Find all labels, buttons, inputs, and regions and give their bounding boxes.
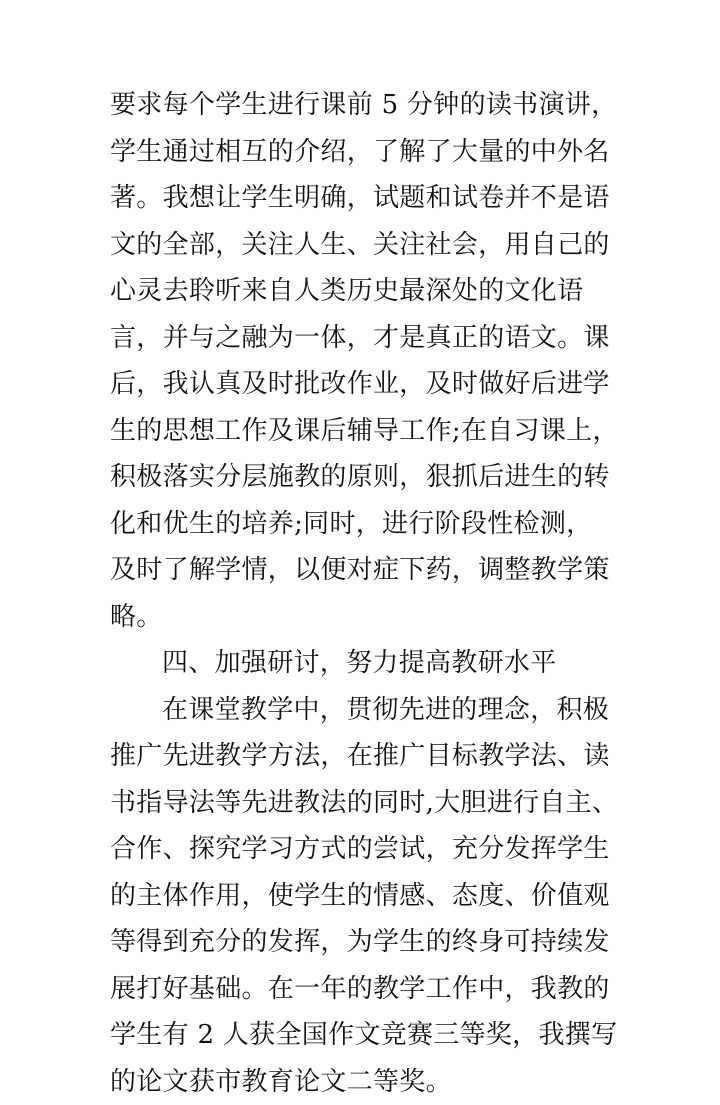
text-line: 后，我认真及时批改作业，及时做好后进学 (110, 361, 630, 408)
body-text (110, 82, 630, 1105)
text-line: 的主体作用，使学生的情感、态度、价值观 (110, 873, 630, 920)
text-line: 合作、探究学习方式的尝试，充分发挥学生 (110, 826, 630, 873)
text-line: 及时了解学情，以便对症下药，调整教学策 (110, 547, 630, 594)
text-line: 积极落实分层施教的原则，狠抓后进生的转 (110, 454, 630, 501)
section-heading: 四、加强研讨，努力提高教研水平 (110, 640, 630, 687)
text-line: 推广先进教学方法，在推广目标教学法、读 (110, 733, 630, 780)
text-line: 的论文获市教育论文二等奖。 (110, 1059, 630, 1105)
text-line: 化和优生的培养;同时，进行阶段性检测， (110, 501, 630, 548)
text-line: 生的思想工作及课后辅导工作;在自习课上， (110, 408, 630, 455)
text-line: 学生通过相互的介绍，了解了大量的中外名 (110, 129, 630, 176)
text-line: 言，并与之融为一体，才是真正的语文。课 (110, 315, 630, 362)
text-line: 要求每个学生进行课前 5 分钟的读书演讲， (110, 82, 630, 129)
text-line: 文的全部，关注人生、关注社会，用自己的 (110, 222, 630, 269)
text-line: 等得到充分的发挥，为学生的终身可持续发 (110, 919, 630, 966)
text-line: 学生有 2 人获全国作文竞赛三等奖，我撰写 (110, 1012, 630, 1059)
text-line: 心灵去聆听来自人类历史最深处的文化语 (110, 268, 630, 315)
text-line: 略。 (110, 594, 630, 641)
text-line: 展打好基础。在一年的教学工作中，我教的 (110, 966, 630, 1013)
paragraph-first-line: 在课堂教学中，贯彻先进的理念，积极 (110, 687, 630, 734)
text-line: 著。我想让学生明确，试题和试卷并不是语 (110, 175, 630, 222)
text-line: 书指导法等先进教法的同时,大胆进行自主、 (110, 780, 630, 827)
